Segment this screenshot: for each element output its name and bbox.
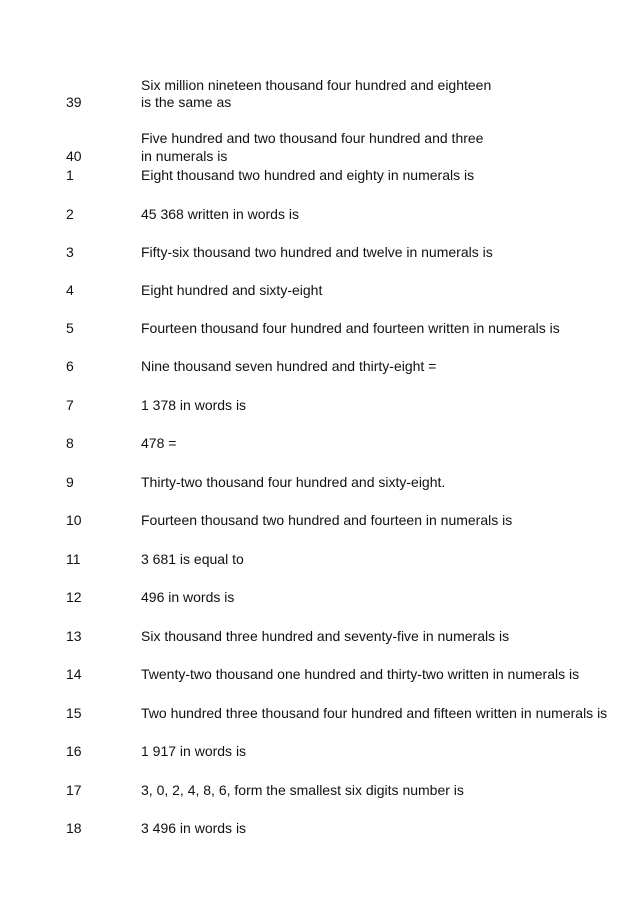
line: in numerals is <box>141 148 228 164</box>
question-number: 14 <box>66 666 82 682</box>
line: Six million nineteen thousand four hundred and eighteen <box>141 77 492 93</box>
question-number: 13 <box>66 628 82 644</box>
question-number: 3 <box>66 244 74 260</box>
question-number: 1 <box>66 167 74 183</box>
question-number: 9 <box>66 474 74 490</box>
question-text: Fourteen thousand four hundred and fourteen written in numerals is <box>141 320 560 336</box>
question-text: Twenty-two thousand one hundred and thirty-two written in numerals is <box>141 666 580 682</box>
question-number: 6 <box>66 358 74 374</box>
question-number: 15 <box>66 705 82 721</box>
question-number: 2 <box>66 206 74 222</box>
question-number: 7 <box>66 397 74 413</box>
question-number: 17 <box>66 782 82 798</box>
question-number: 10 <box>66 512 82 528</box>
question-text: Two hundred three thousand four hundred and fifteen written in numerals is <box>141 705 608 721</box>
question-text: 3 496 in words is <box>141 820 247 836</box>
question-text: 496 in words is <box>141 589 235 605</box>
question-text: Six thousand three hundred and seventy-five in numerals is <box>141 628 510 644</box>
question-text: Fifty-six thousand two hundred and twelve in numerals is <box>141 244 493 260</box>
question-text: 1 917 in words is <box>141 743 247 759</box>
question-text: 45 368 written in words is <box>141 206 299 222</box>
question-text: Fourteen thousand two hundred and fourteen in numerals is <box>141 512 513 528</box>
question-text: Eight thousand two hundred and eighty in numerals is <box>141 167 475 183</box>
line: Five hundred and two thousand four hundred and three <box>141 130 484 146</box>
question-number: 11 <box>66 551 81 567</box>
question-number: 16 <box>66 743 82 759</box>
question-number: 18 <box>66 820 82 836</box>
question-number: 5 <box>66 320 74 336</box>
question-number: 8 <box>66 435 74 451</box>
question-number: 39 <box>66 94 82 110</box>
question-text: Nine thousand seven hundred and thirty-eight = <box>141 358 437 374</box>
question-number: 12 <box>66 589 82 605</box>
question-text: 3 681 is equal to <box>141 551 244 567</box>
question-number: 4 <box>66 282 74 298</box>
question-text: 3, 0, 2, 4, 8, 6, form the smallest six digits number is <box>141 782 464 798</box>
question-text: Eight hundred and sixty-eight <box>141 282 323 298</box>
question-text: Thirty-two thousand four hundred and sixty-eight. <box>141 474 446 490</box>
question-text: 478 = <box>141 435 177 451</box>
line: is the same as <box>141 94 232 110</box>
question-text: 1 378 in words is <box>141 397 247 413</box>
question-number: 40 <box>66 148 82 164</box>
